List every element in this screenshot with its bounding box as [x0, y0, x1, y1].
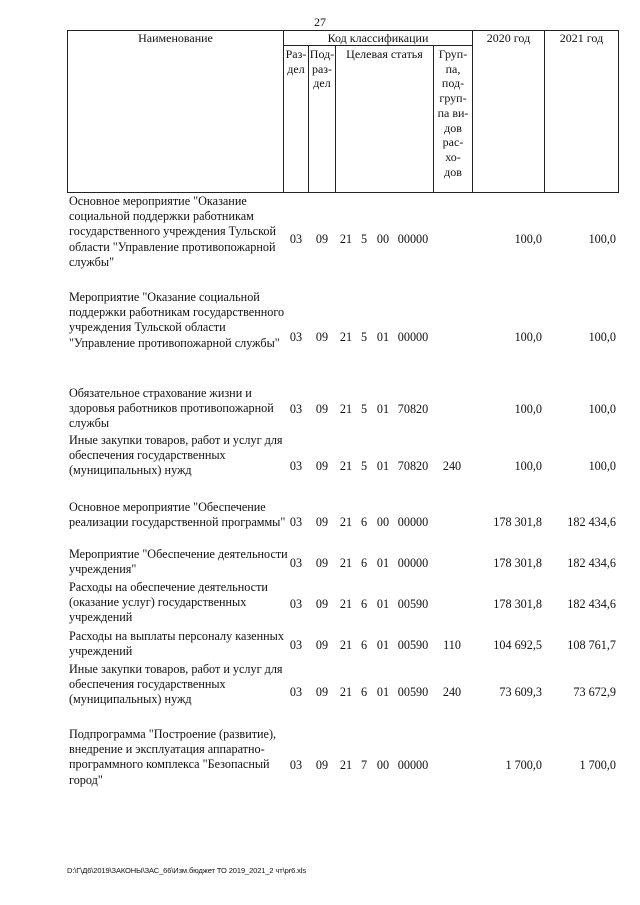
row-value-2020: 104 692,5 [493, 638, 542, 652]
row-value-2020: 100,0 [514, 402, 542, 416]
header-year-2020: 2020 год [486, 31, 531, 45]
header-classification: Код классификации [327, 31, 429, 45]
row-target-1: 21 [339, 685, 353, 699]
row-name: Расходы на обеспечение деятельности (оказание услуг) государственных учреждений [69, 580, 268, 625]
row-target-2: 6 [360, 515, 368, 529]
row-target-4: 00590 [397, 685, 429, 699]
row-name: Основное мероприятие "Оказание социальной поддержки работникам государственного учреждения Тульской области "Управление противопожарной службы" [69, 194, 276, 269]
row-value-2020: 178 301,8 [493, 597, 542, 611]
row-name: Мероприятие "Оказание социальной поддержки работникам государственного учреждения Тульской области "Управление противопожарной службы" [69, 290, 285, 350]
row-target-4: 00590 [397, 597, 429, 611]
row-target-3: 00 [376, 515, 390, 529]
row-target-1: 21 [339, 597, 353, 611]
row-subsection: 09 [315, 685, 329, 699]
row-name: Подпрограмма "Построение (развитие), внедрение и эксплуатация аппаратно-программного комплекса "Безопасный город" [69, 727, 277, 787]
row-target-2: 6 [360, 638, 368, 652]
row-target-2: 7 [360, 758, 368, 772]
row-target-3: 01 [376, 556, 390, 570]
header-year-2021: 2021 год [559, 31, 604, 45]
row-value-2021: 182 434,6 [567, 597, 616, 611]
row-section: 03 [289, 459, 303, 473]
row-target-1: 21 [339, 556, 353, 570]
row-name: Мероприятие "Обеспечение деятельности учреждения" [69, 547, 288, 577]
row-value-2020: 100,0 [514, 232, 542, 246]
row-group: 240 [442, 685, 462, 699]
row-name: Иные закупки товаров, работ и услуг для обеспечения государственных (муниципальных) нужд [69, 662, 283, 707]
row-section: 03 [289, 638, 303, 652]
row-name: Расходы на выплаты персоналу казенных учреждений [69, 629, 284, 659]
row-subsection: 09 [315, 758, 329, 772]
row-subsection: 09 [315, 597, 329, 611]
row-target-1: 21 [339, 758, 353, 772]
row-target-1: 21 [339, 330, 353, 344]
row-section: 03 [289, 515, 303, 529]
row-target-2: 5 [360, 232, 368, 246]
header-2020-cell [472, 30, 545, 193]
row-target-4: 00000 [397, 515, 429, 529]
row-section: 03 [289, 758, 303, 772]
row-section: 03 [289, 685, 303, 699]
row-target-3: 01 [376, 638, 390, 652]
row-section: 03 [289, 556, 303, 570]
row-value-2020: 73 609,3 [499, 685, 542, 699]
row-value-2021: 182 434,6 [567, 556, 616, 570]
row-name: Обязательное страхование жизни и здоровья работников противопожарной службы [69, 386, 274, 431]
row-target-2: 6 [360, 597, 368, 611]
header-2021-cell [544, 30, 619, 193]
row-value-2020: 100,0 [514, 330, 542, 344]
row-target-3: 00 [376, 758, 390, 772]
row-target-4: 00000 [397, 232, 429, 246]
header-target-cell [335, 45, 434, 193]
row-target-2: 5 [360, 330, 368, 344]
row-value-2020: 178 301,8 [493, 515, 542, 529]
row-target-4: 70820 [397, 459, 429, 473]
row-target-1: 21 [339, 515, 353, 529]
row-target-3: 01 [376, 402, 390, 416]
row-section: 03 [289, 232, 303, 246]
row-target-4: 00000 [397, 758, 429, 772]
row-subsection: 09 [315, 402, 329, 416]
row-target-1: 21 [339, 232, 353, 246]
row-value-2020: 178 301,8 [493, 556, 542, 570]
row-subsection: 09 [315, 515, 329, 529]
row-target-3: 00 [376, 232, 390, 246]
row-section: 03 [289, 330, 303, 344]
header-section: Раз- дел [285, 47, 307, 76]
row-value-2021: 100,0 [588, 330, 616, 344]
row-value-2020: 1 700,0 [505, 758, 542, 772]
header-name: Наименование [138, 31, 213, 45]
row-target-4: 00000 [397, 330, 429, 344]
row-value-2021: 100,0 [588, 402, 616, 416]
row-target-4: 00000 [397, 556, 429, 570]
row-target-4: 70820 [397, 402, 429, 416]
row-value-2021: 1 700,0 [579, 758, 616, 772]
row-value-2020: 100,0 [514, 459, 542, 473]
row-target-3: 01 [376, 685, 390, 699]
row-name: Иные закупки товаров, работ и услуг для обеспечения государственных (муниципальных) нужд [69, 433, 283, 478]
row-subsection: 09 [315, 232, 329, 246]
row-name: Основное мероприятие "Обеспечение реализации государственной программы" [69, 500, 286, 530]
row-target-3: 01 [376, 597, 390, 611]
row-target-2: 5 [360, 459, 368, 473]
row-target-3: 01 [376, 330, 390, 344]
row-section: 03 [289, 597, 303, 611]
row-subsection: 09 [315, 459, 329, 473]
row-value-2021: 182 434,6 [567, 515, 616, 529]
row-target-1: 21 [339, 402, 353, 416]
row-value-2021: 108 761,7 [567, 638, 616, 652]
row-target-1: 21 [339, 459, 353, 473]
row-section: 03 [289, 402, 303, 416]
row-group: 240 [442, 459, 462, 473]
row-target-4: 00590 [397, 638, 429, 652]
row-group: 110 [443, 638, 461, 652]
row-value-2021: 100,0 [588, 459, 616, 473]
row-target-3: 01 [376, 459, 390, 473]
header-target: Целевая статья [346, 47, 423, 61]
file-path-footer: D:\Г\Д6\2019\ЗАКОНЫ\ЗАС_66\Изм.бюджет ТО 2019_2021_2 чт\pr6.xls [67, 866, 307, 875]
row-value-2021: 100,0 [588, 232, 616, 246]
row-subsection: 09 [315, 330, 329, 344]
header-group: Груп- па, под- груп- па ви- дов рас- хо- дов [437, 47, 469, 179]
header-subsection: Под- раз- дел [309, 47, 335, 91]
row-target-2: 6 [360, 556, 368, 570]
row-target-2: 6 [360, 685, 368, 699]
header-name-cell [67, 30, 284, 193]
row-value-2021: 73 672,9 [573, 685, 616, 699]
row-subsection: 09 [315, 556, 329, 570]
row-target-1: 21 [339, 638, 353, 652]
row-target-2: 5 [360, 402, 368, 416]
page-number: 27 [314, 15, 326, 29]
row-subsection: 09 [315, 638, 329, 652]
